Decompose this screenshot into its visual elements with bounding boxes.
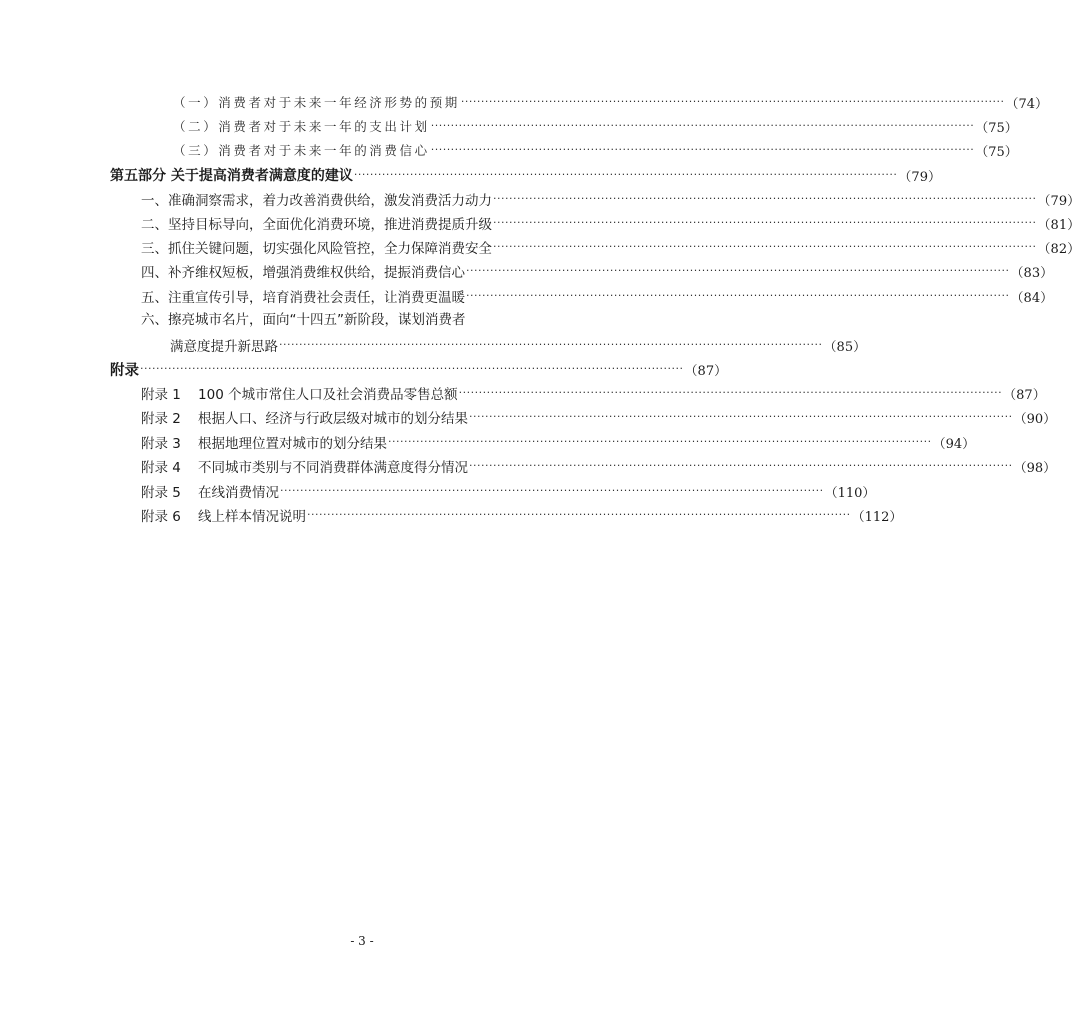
toc-entry-title: 附录 1 100 个城市常住人口及社会消费品零售总额	[141, 387, 458, 403]
dot-leader: ········································································································································	[279, 338, 823, 351]
toc-entry-title: 四、补齐维权短板，增强消费维权供给，提振消费信心	[141, 265, 465, 281]
toc-entry-page: （81）	[1037, 217, 1080, 233]
dot-leader: ········································································································································	[353, 168, 898, 181]
toc-appendix-heading[interactable]	[0, 357, 728, 381]
toc-entry-page: （75）	[975, 144, 1018, 160]
toc-entry-title: 六、擦亮城市名片，面向“十四五”新阶段，谋划消费者	[141, 312, 466, 328]
toc-entry[interactable]	[0, 479, 876, 503]
toc-entry-line-1[interactable]	[0, 308, 724, 332]
toc-entry[interactable]	[0, 114, 1018, 138]
toc-entry-title: 五、注重宣传引导，培育消费社会责任，让消费更温暖	[141, 290, 465, 306]
toc-entry-title: （一）消费者对于未来一年经济形势的预期	[173, 95, 460, 110]
dot-leader: ········································································································································	[430, 119, 975, 132]
toc-entry[interactable]	[0, 235, 1080, 259]
dot-leader: ········································································································································	[469, 459, 1013, 472]
toc-entry-line-2[interactable]	[0, 333, 867, 357]
toc-entry-title: 附录 3 根据地理位置对城市的划分结果	[141, 436, 388, 452]
toc-entry[interactable]	[0, 138, 1018, 162]
dot-leader: ········································································································································	[430, 143, 975, 156]
toc-entry-title: （三）消费者对于未来一年的消费信心	[173, 143, 430, 158]
toc-entry-page: （75）	[975, 120, 1018, 136]
dot-leader: ········································································································································	[458, 386, 1003, 399]
toc-entry-page: （98）	[1013, 460, 1057, 476]
dot-leader: ········································································································································	[307, 508, 851, 521]
toc-entry-title: 第五部分 关于提高消费者满意度的建议	[110, 168, 353, 184]
toc-entry[interactable]	[0, 211, 1080, 235]
toc-entry[interactable]	[0, 259, 1054, 283]
toc-entry-title: 附录 5 在线消费情况	[141, 485, 280, 501]
toc-entry-title: 附录 4 不同城市类别与不同消费群体满意度得分情况	[141, 460, 469, 476]
toc-entry[interactable]	[0, 187, 1080, 211]
toc-entry-page: （110）	[824, 485, 876, 501]
toc-entry-page: （79）	[1037, 193, 1080, 209]
toc-entry-page: （82）	[1037, 241, 1080, 257]
appendix-heading-char-2: 录	[124, 362, 139, 379]
toc-entry[interactable]	[0, 381, 1046, 405]
toc-entry[interactable]	[0, 430, 976, 454]
toc-entry-page: （85）	[823, 339, 867, 355]
toc-entry-page: （94）	[932, 436, 976, 452]
toc-entry-title: （二）消费者对于未来一年的支出计划	[173, 119, 430, 134]
toc-entry[interactable]	[0, 284, 1054, 308]
toc-entry-title: 附录 2 根据人口、经济与行政层级对城市的划分结果	[141, 411, 469, 427]
toc-entry-page: （112）	[851, 509, 903, 525]
toc-entry-page: （83）	[1010, 265, 1054, 281]
appendix-heading-char-1: 附	[110, 362, 125, 379]
page-number: - 3 -	[350, 934, 374, 948]
dot-leader: ········································································································································	[466, 264, 1010, 277]
toc-entry-title: 一、准确洞察需求，着力改善消费供给，激发消费活力动力	[141, 193, 492, 209]
toc-entry[interactable]	[0, 454, 1057, 478]
dot-leader: ········································································································································	[469, 410, 1013, 423]
dot-leader: ········································································································································	[493, 192, 1037, 205]
toc-entry[interactable]	[0, 90, 1048, 114]
toc-part-heading[interactable]	[0, 163, 941, 187]
toc-entry-page: （74）	[1005, 96, 1048, 112]
toc-entry-title: 二、坚持目标导向，全面优化消费环境，推进消费提质升级	[141, 217, 492, 233]
dot-leader: ········································································································································	[388, 435, 932, 448]
dot-leader: ········································································································································	[460, 95, 1005, 108]
toc-entry-page: （90）	[1013, 411, 1057, 427]
toc-entry-title: 附录 6 线上样本情况说明	[141, 509, 307, 525]
toc-entry-page: （79）	[898, 169, 941, 185]
dot-leader: ········································································································································	[280, 484, 824, 497]
toc-entry-title: 三、抓住关键问题，切实强化风险管控，全力保障消费安全	[141, 241, 492, 257]
toc-entry-page: （87）	[1003, 387, 1046, 403]
toc-entry[interactable]	[0, 503, 903, 527]
toc-entry-page: （84）	[1010, 290, 1054, 306]
toc-entry-title-continued: 满意度提升新思路	[170, 339, 278, 355]
toc-entry-page: （87）	[684, 363, 728, 379]
dot-leader: ········································································································································	[466, 289, 1010, 302]
dot-leader: ········································································································································	[140, 362, 684, 375]
dot-leader: ········································································································································	[493, 240, 1037, 253]
dot-leader: ········································································································································	[493, 216, 1037, 229]
toc-entry[interactable]	[0, 405, 1057, 429]
